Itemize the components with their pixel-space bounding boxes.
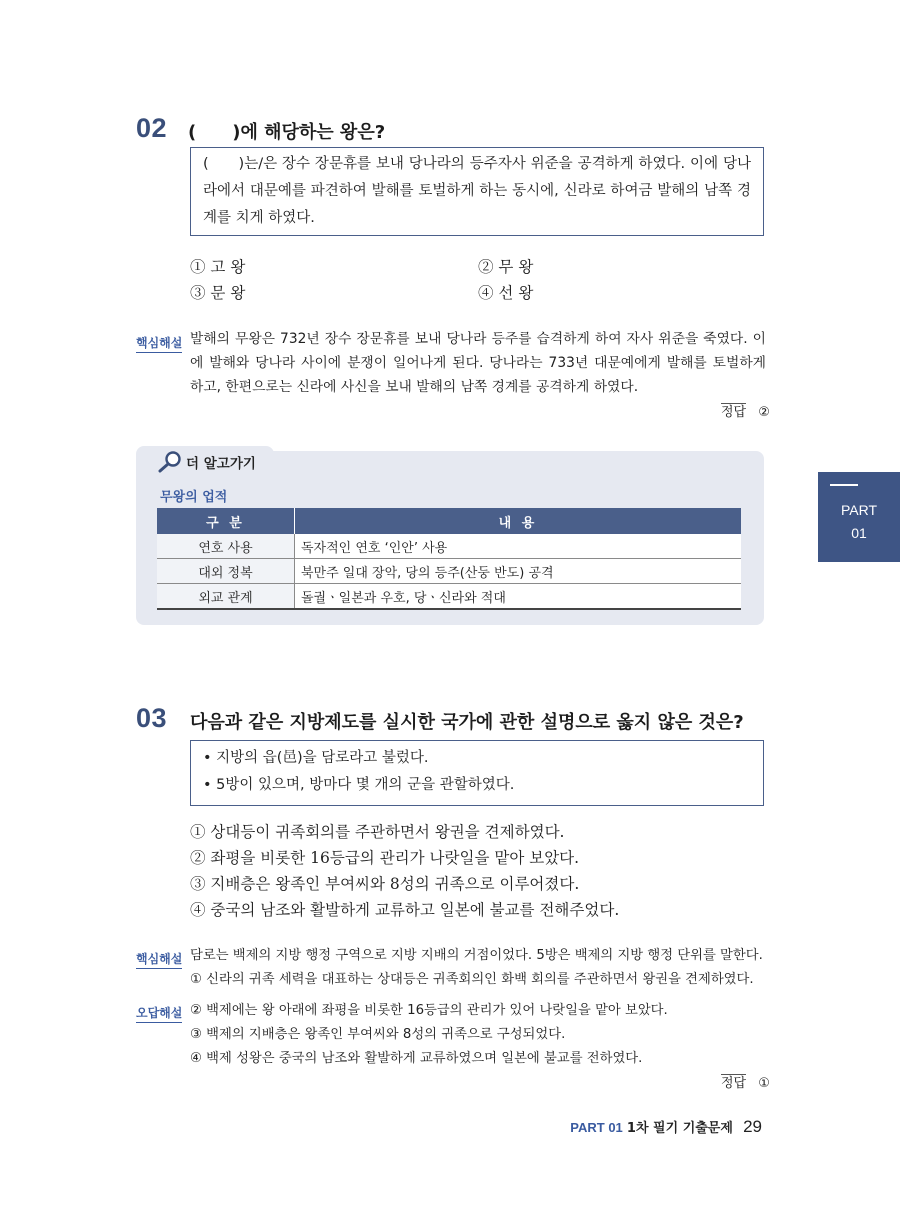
explanation-line: 담로는 백제의 지방 행정 구역으로 지방 지배의 거점이었다. 5방은 백제의 지방 행정 단위를 말한다.: [190, 948, 763, 963]
conditions-box: [190, 740, 764, 806]
answer: [721, 1072, 770, 1091]
key-explanation-tag: 핵심해설: [136, 334, 182, 353]
side-tab-number: 01: [851, 525, 867, 541]
explanation-line: ④ 백제 성왕은 중국의 남조와 활발하게 교류하였으며 일본에 불교를 전하였다.: [190, 1051, 643, 1066]
option-2[interactable]: ② 무 왕: [478, 258, 534, 276]
side-tab-rule: [830, 484, 858, 486]
table-cell: 돌궐ㆍ일본과 우호, 당ㆍ신라와 적대: [295, 584, 742, 610]
wrong-explanation-tag: 오답해설: [136, 1004, 182, 1023]
question-text: ( )에 해당하는 왕은?: [188, 122, 386, 143]
table-cell: 외교 관계: [157, 584, 295, 610]
part-side-tab: [818, 472, 900, 562]
question-number: 02: [136, 113, 168, 143]
option-3[interactable]: ③ 지배층은 왕족인 부여씨와 8성의 귀족으로 이루어졌다.: [190, 875, 580, 893]
option-1[interactable]: ① 고 왕: [190, 258, 246, 276]
more-panel-subtitle: 무왕의 업적: [160, 490, 228, 505]
key-explanation-tag: 핵심해설: [136, 950, 182, 969]
table-row: [157, 584, 741, 610]
passage-text: ( )는/은 장수 장문휴를 보내 당나라의 등주자사 위준을 공격하게 하였다. 이에 당나라에서 대문예를 파견하여 발해를 토벌하게 하는 동시에, 신라로 하여금 발해의 남쪽 경계를 치게 하였다.: [203, 156, 751, 226]
table-cell: 연호 사용: [157, 534, 295, 559]
table-row: [157, 534, 741, 559]
table-header: 구 분: [157, 508, 295, 534]
table-row: [157, 559, 741, 584]
question-number: 03: [136, 703, 168, 733]
wrong-explanation-text: [190, 999, 770, 1071]
side-tab-part: PART: [840, 502, 878, 518]
achievements-table: [157, 508, 741, 610]
footer-part: PART 01: [570, 1120, 623, 1135]
explanation-text: 발해의 무왕은 732년 장수 장문휴를 보내 당나라 등주를 습격하게 하여 자사 위준을 죽였다. 이에 발해와 당나라 사이에 분쟁이 일어나게 된다. 당나라는 733년 대문예에게 발해를 토벌하게 하고, 한편으로는 신라에 사신을 보내 발해의 남쪽 경계를 공격하게 하였다.: [190, 331, 766, 395]
answer: [721, 401, 770, 420]
option-2[interactable]: ② 좌평을 비롯한 16등급의 관리가 나랏일을 맡아 보았다.: [190, 849, 580, 867]
magnifier-icon: [156, 449, 184, 473]
option-4[interactable]: ④ 선 왕: [478, 284, 534, 302]
explanation-line: ② 백제에는 왕 아래에 좌평을 비롯한 16등급의 관리가 있어 나랏일을 맡아 보았다.: [190, 1003, 668, 1018]
option-3[interactable]: ③ 문 왕: [190, 284, 246, 302]
table-cell: 대외 정복: [157, 559, 295, 584]
explanation-text: [190, 944, 770, 992]
condition-item: • 5방이 있으며, 방마다 몇 개의 군을 관할하였다.: [203, 777, 515, 793]
question-text: 다음과 같은 지방제도를 실시한 국가에 관한 설명으로 옳지 않은 것은?: [190, 712, 744, 733]
explanation-line: ① 신라의 귀족 세력을 대표하는 상대등은 귀족회의인 화백 회의를 주관하면서 왕권을 견제하였다.: [190, 972, 754, 987]
answer-label: 정답: [721, 1076, 747, 1091]
table-header: 내 용: [295, 508, 742, 534]
answer-label: 정답: [721, 405, 747, 420]
answer-value: ②: [758, 405, 770, 420]
explanation-line: ③ 백제의 지배층은 왕족인 부여씨와 8성의 귀족으로 구성되었다.: [190, 1027, 566, 1042]
table-cell: 독자적인 연호 ‘인안’ 사용: [295, 534, 742, 559]
table-cell: 북만주 일대 장악, 당의 등주(산둥 반도) 공격: [295, 559, 742, 584]
passage-box: [190, 147, 764, 236]
page-footer: [570, 1117, 762, 1137]
option-1[interactable]: ① 상대등이 귀족회의를 주관하면서 왕권을 견제하였다.: [190, 823, 565, 841]
table-header-row: [157, 508, 741, 534]
option-4[interactable]: ④ 중국의 남조와 활발하게 교류하고 일본에 불교를 전해주었다.: [190, 901, 620, 919]
answer-value: ①: [758, 1076, 770, 1091]
more-panel-title: 더 알고가기: [186, 456, 256, 472]
footer-title: 1차 필기 기출문제: [626, 1121, 733, 1136]
condition-item: • 지방의 읍(邑)을 담로라고 불렀다.: [203, 750, 429, 766]
page-number: 29: [743, 1117, 762, 1136]
